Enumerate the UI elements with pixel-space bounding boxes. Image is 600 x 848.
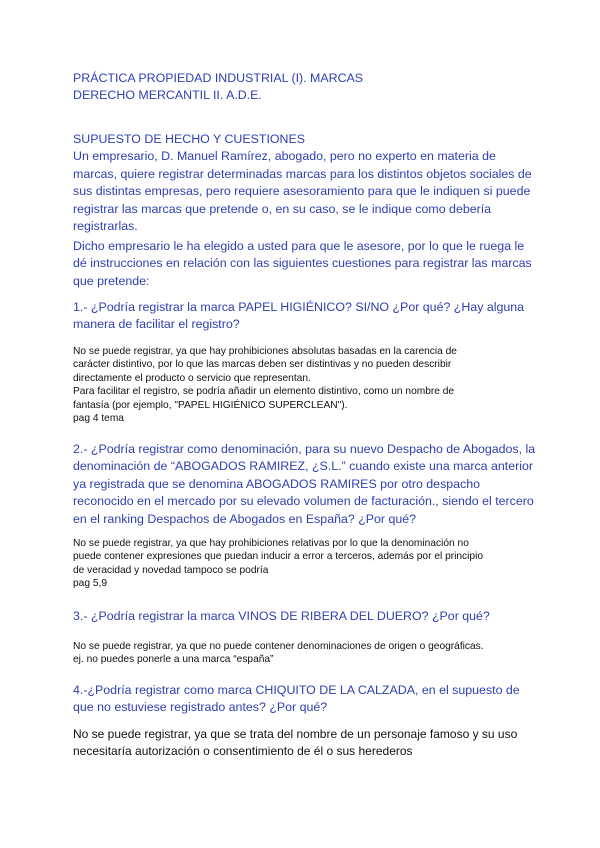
section-heading: SUPUESTO DE HECHO Y CUESTIONES	[73, 132, 306, 146]
question-line: 2.- ¿Podría registrar como denominación, para su nuevo Despacho de Abogados, la	[73, 442, 536, 456]
document-header	[73, 70, 542, 105]
answer-line: directamente el producto o servicio que representan.	[73, 372, 311, 384]
intro-line: sus distintas empresas, pero requiere asesoramiento para que le indiquen si puede	[73, 184, 531, 199]
page-reference: pag 5,9	[73, 578, 107, 590]
question-4	[73, 682, 542, 717]
intro-line: Un empresario, D. Manuel Ramírez, abogado, pero no experto en materia de	[73, 149, 496, 164]
answer-line: carácter distintivo, por lo que las marcas deben ser distintivas y no pueden describir	[73, 359, 452, 371]
question-line: reconocido en el mercado por su elevado volumen de facturación., siendo el tercero	[73, 494, 534, 509]
question-line: 1.- ¿Podría registrar la marca PAPEL HIGIÉNICO? SI/NO ¿Por qué? ¿Hay alguna	[73, 300, 525, 314]
answer-3	[73, 640, 542, 667]
answer-line: ej. no puedes ponerle a una marca “españa”	[73, 654, 274, 666]
intro-line: registrarlas.	[73, 219, 138, 234]
answer-line: No se puede registrar, ya que no puede contener denominaciones de origen o geográficas.	[73, 641, 484, 652]
intro-line: Dicho empresario le ha elegido a usted para que le asesore, por lo que le ruega le	[73, 239, 525, 253]
question-line: que no estuviese registrado antes? ¿Por qué?	[73, 700, 328, 715]
question-line: denominación de “ABOGADOS RAMIREZ, ¿S.L.” cuando existe una marca anterior	[73, 459, 534, 474]
answer-line: puede contener expresiones que puedan inducir a error a terceros, además por el principio	[73, 551, 484, 563]
question-line: en el ranking Despachos de Abogados en España? ¿Por qué?	[73, 511, 417, 526]
answer-line: de veracidad y novedad tampoco se podría	[73, 564, 269, 576]
intro-line: registrar las marcas que pretende o, en su caso, se le indique como debería	[73, 201, 492, 216]
answer-line: No se puede registrar, ya que hay prohibiciones absolutas basadas en la carencia de	[73, 346, 457, 357]
document-title: PRÁCTICA PROPIEDAD INDUSTRIAL (I). MARCAS	[73, 71, 364, 85]
answer-line: No se puede registrar, ya que hay prohibiciones relativas por lo que la denominación no	[73, 538, 469, 549]
answer-line: Para facilitar el registro, se podría añadir un elemento distintivo, como un nombre de	[73, 386, 455, 398]
document-subtitle: DERECHO MERCANTIL II. A.D.E.	[73, 88, 262, 103]
question-line: ya registrada que se denomina ABOGADOS RAMIRES por otro despacho	[73, 476, 481, 491]
question-line: 4.-¿Podría registrar como marca CHIQUITO DE LA CALZADA, en el supuesto de	[73, 683, 520, 697]
intro-line: que pretende:	[73, 273, 150, 288]
question-1	[73, 299, 542, 334]
question-2	[73, 441, 542, 528]
answer-line: No se puede registrar, ya que se trata del nombre de un personaje famoso y su uso	[73, 727, 518, 741]
answer-line: fantasía (por ejemplo, "PAPEL HIGIÉNICO SUPERCLEAN").	[73, 399, 348, 411]
intro-paragraph-2	[73, 238, 542, 290]
answer-1	[73, 345, 542, 425]
question-line: 3.- ¿Podría registrar la marca VINOS DE RIBERA DEL DUERO? ¿Por qué?	[73, 609, 490, 623]
intro-line: dé instrucciones en relación con las siguientes cuestiones para registrar las marcas	[73, 256, 532, 271]
page-reference: pag 4 tema	[73, 413, 124, 425]
intro-line: marcas, quiere registrar determinadas marcas para los distintos objetos sociales de	[73, 166, 532, 181]
intro-section	[73, 131, 542, 235]
answer-4	[73, 726, 542, 760]
answer-2	[73, 537, 542, 591]
answer-line: necesitaría autorización o consentimiento de él o sus herederos	[73, 744, 413, 758]
question-3	[73, 608, 542, 625]
question-line: manera de facilitar el registro?	[73, 317, 240, 332]
